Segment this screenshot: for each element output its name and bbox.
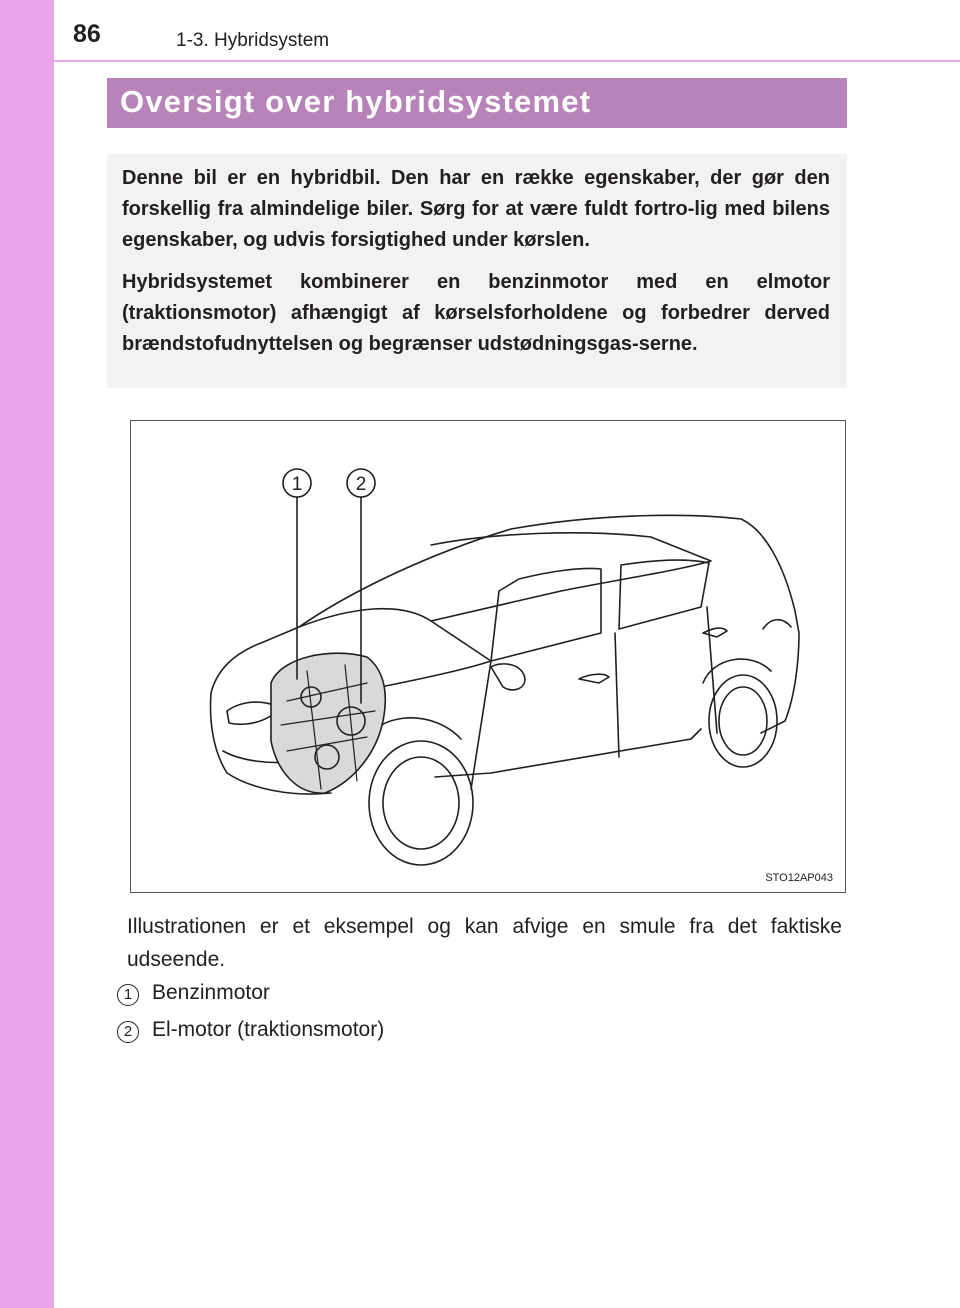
intro-paragraph-1: Denne bil er en hybridbil. Den har en række egenskaber, der gør den forskellig fra almindelige biler. Sørg for at være fuldt fortro-lig med bilens egenskaber, og udvis forsigtighed under kørslen. bbox=[122, 167, 830, 251]
legend-number-2: 2 bbox=[117, 1021, 139, 1043]
intro-box bbox=[107, 154, 847, 388]
header-rule bbox=[54, 60, 960, 62]
callout-1: 1 bbox=[291, 474, 303, 495]
legend-label-2: El-motor (traktionsmotor) bbox=[152, 1018, 385, 1041]
legend-number-1: 1 bbox=[117, 984, 139, 1006]
chapter-sidebar bbox=[0, 0, 54, 1308]
illustration-code: STO12AP043 bbox=[765, 872, 833, 884]
legend-label-1: Benzinmotor bbox=[152, 981, 270, 1004]
callout-2: 2 bbox=[355, 474, 367, 495]
illustration-caption: Illustrationen er et eksempel og kan afvige en smule fra det faktiske udseende. bbox=[127, 915, 842, 971]
intro-paragraph-2: Hybridsystemet kombinerer en benzinmotor med en elmotor (traktionsmotor) afhængigt af kørselsforholdene og forbedrer derved brændstofudnyttelsen og begrænser udstødningsgas-serne. bbox=[122, 271, 830, 355]
section-label: 1-3. Hybridsystem bbox=[176, 30, 330, 51]
page-title: Oversigt over hybridsystemet bbox=[120, 84, 592, 119]
page-number: 86 bbox=[73, 20, 101, 48]
title-bar bbox=[107, 78, 847, 128]
car-illustration bbox=[130, 420, 846, 893]
car-drawing bbox=[131, 421, 845, 892]
